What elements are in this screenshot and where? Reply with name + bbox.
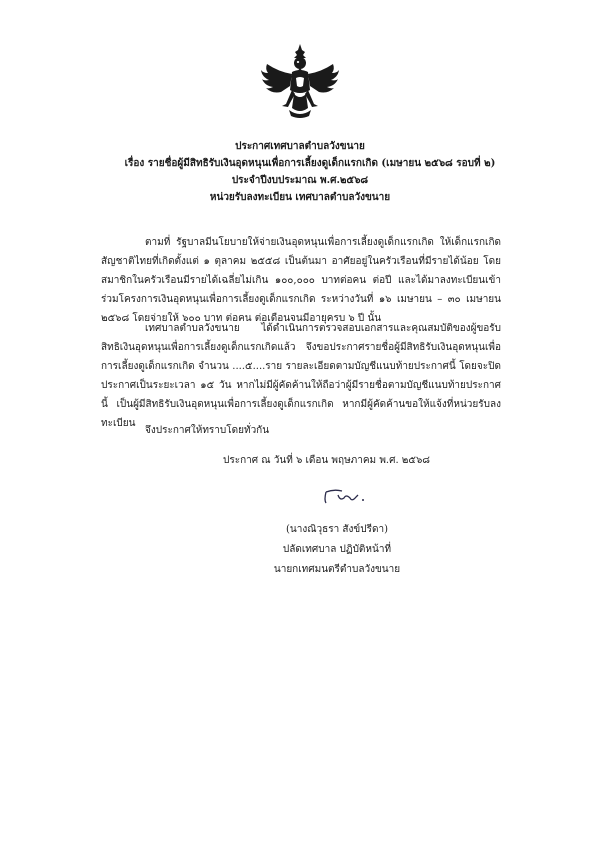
body-paragraph-2: เทศบาลตำบลวังขนาย ได้ดำเนินการตรวจสอบเอกสารและคุณสมบัติของผู้ขอรับสิทธิเงินอุดหนุนเพื่อการเลี้ยงดูเด็กแรกเกิดแล้ว จึงขอประกาศรายชื่อผู้มีสิทธิรับเงินอุดหนุนเพื่อการเลี้ยงดูเด็กแรกเกิด จำนวน ....๕....ราย รายละเอียดตามบัญชีแนบท้ายประกาศนี้ โดยจะปิดประกาศเป็นระยะเวลา ๑๕ วัน หากไม่มีผู้คัดค้านให้ถือว่าผู้มีรายชื่อตามบัญชีแนบท้ายประกาศนี้ เป็นผู้มีสิทธิรับเงินอุดหนุนเพื่อการเลี้ยงดูเด็กแรกเกิด หากมีผู้คัดค้านขอให้แจ้งที่หน่วยรับลงทะเบียน — [101, 323, 501, 429]
body-paragraph-1: ตามที่ รัฐบาลมีนโยบายให้จ่ายเงินอุดหนุนเพื่อการเลี้ยงดูเด็กแรกเกิด ให้เด็กแรกเกิดสัญชาติไทยที่เกิดตั้งแต่ ๑ ตุลาคม ๒๕๕๘ เป็นต้นมา อาศัยอยู่ในครัวเรือนที่มีรายได้น้อย โดยสมาชิกในครัวเรือนมีรายได้เฉลี่ยไม่เกิน ๑๐๐,๐๐๐ บาทต่อคน ต่อปี และได้มาลงทะเบียนเข้าร่วมโครงการเงินอุดหนุนเพื่อการเลี้ยงดูเด็กแรกเกิด ระหว่างวันที่ ๑๖ เมษายน – ๓๐ เมษายน ๒๕๖๘ โดยจ่ายให้ ๖๐๐ บาท ต่อคน ต่อเดือนจนมีอายุครบ ๖ ปี นั้น — [101, 237, 501, 324]
fiscal-year-line: ประจำปีงบประมาณ พ.ศ.๒๕๖๘ — [231, 175, 369, 186]
handwritten-signature-icon — [320, 486, 372, 506]
body-paragraph-3: จึงประกาศให้ทราบโดยทั่วกัน — [145, 425, 270, 436]
date-line: ประกาศ ณ วันที่ ๖ เดือน พฤษภาคม พ.ศ. ๒๕๖๘ — [223, 455, 431, 466]
announcement-title: ประกาศเทศบาลตำบลวังขนาย — [235, 141, 365, 152]
garuda-emblem-icon — [259, 42, 341, 120]
announcement-subject: เรื่อง รายชื่อผู้มีสิทธิรับเงินอุดหนุนเพื่อการเลี้ยงดูเด็กแรกเกิด (เมษายน ๒๕๖๘ รอบที่ ๒) — [124, 158, 496, 169]
signer-name: (นางณิวุธรา สังข์ปรีดา) — [286, 524, 388, 535]
signer-position-2: นายกเทศมนตรีตำบลวังขนาย — [273, 564, 401, 575]
registration-unit-line: หน่วยรับลงทะเบียน เทศบาลตำบลวังขนาย — [209, 192, 391, 203]
signer-position-1: ปลัดเทศบาล ปฏิบัติหน้าที่ — [282, 544, 392, 555]
